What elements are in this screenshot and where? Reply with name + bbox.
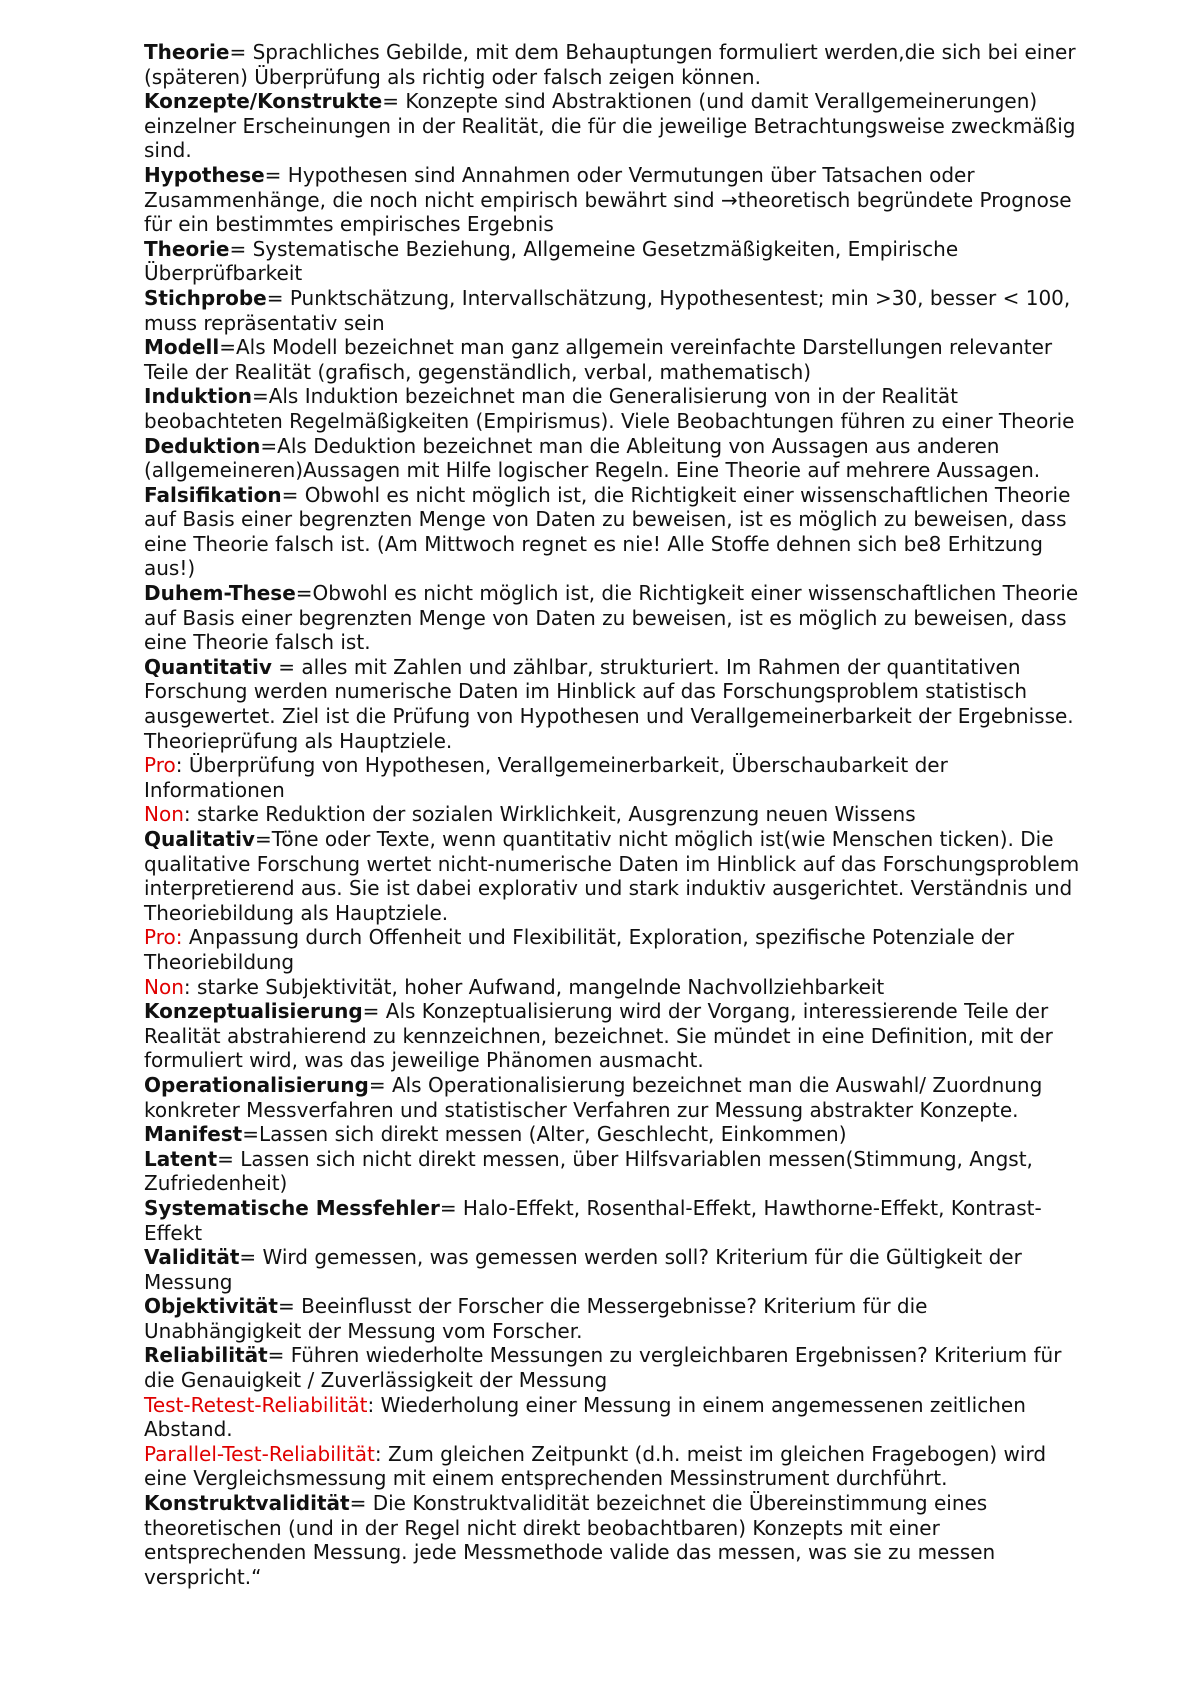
entry-systematische-messfehler [144, 1196, 1084, 1245]
term: Qualitativ [144, 827, 255, 851]
pro-label: Pro [144, 753, 176, 778]
term: Theorie [144, 236, 230, 261]
entry-quantitativ-non [144, 802, 1084, 827]
definition: = Beeinflusst der Forscher die Messergebnisse? Kriterium für die Unabhängigkeit der Messung vom Forscher. [144, 1294, 928, 1343]
term: Quantitativ [144, 654, 272, 679]
term: Theorie [144, 40, 230, 64]
entry-theorie [144, 40, 1084, 89]
definition: = Punktschätzung, Intervallschätzung, Hypothesentest; min >30, besser < 100, muss repräsentativ sein [144, 285, 1071, 335]
definition: =Als Induktion bezeichnet man die Generalisierung von in der Realität beobachteten Regelmäßigkeiten (Empirismus). Viele Beobachtungen führen zu einer Theorie [144, 384, 1075, 433]
entry-objektivitaet [144, 1294, 1084, 1343]
entry-modell [144, 335, 1084, 384]
term: Objektivität [144, 1294, 278, 1319]
term: Latent [144, 1146, 218, 1171]
entry-parallel-test-reliabilitaet [144, 1442, 1084, 1491]
definition: Anpassung durch Offenheit und Flexibilität, Exploration, spezifische Potenziale der Theoriebildung [144, 925, 1015, 974]
entry-konstruktvaliditaet [144, 1491, 1084, 1589]
definition: = Als Konzeptualisierung wird der Vorgang, interessierende Teile der Realität abstrahierend zu kennzeichnen, bezeichnet. Sie mündet in eine Definition, mit der formuliert wird, was das jeweilige Phänomen ausmacht. [144, 999, 1053, 1073]
term: Induktion [144, 384, 252, 409]
term: Modell [144, 335, 220, 360]
definition: =Obwohl es nicht möglich ist, die Richtigkeit einer wissenschaftlichen Theorie auf Basis einer begrenzten Menge von Daten zu beweisen, ist es möglich zu beweisen, dass eine Theorie falsch ist. [144, 581, 1079, 655]
definition: = Als Operationalisierung bezeichnet man die Auswahl/ Zuordnung konkreter Messverfahren und statistischer Verfahren zur Messung abstrakter Konzepte. [144, 1072, 1043, 1122]
definition: =Als Modell bezeichnet man ganz allgemein vereinfachte Darstellungen relevanter Teile der Realität (grafisch, gegenständlich, verbal, mathematisch) [144, 335, 1053, 384]
entry-konzeptualisierung [144, 999, 1084, 1073]
definition: =Als Deduktion bezeichnet man die Ableitung von Aussagen aus anderen (allgemeineren)Aussagen mit Hilfe logischer Regeln. Eine Theorie auf mehrere Aussagen. [144, 433, 1041, 483]
definition: = Die Konstruktvalidität bezeichnet die Übereinstimmung eines theoretischen (und in der Regel nicht direkt beobachtbaren) Konzepts mit einer entsprechenden Messung. jede Messmethode valide das messen, was sie zu messen verspricht.“ [144, 1491, 996, 1589]
entry-qualitativ-pro [144, 925, 1084, 974]
definition: = Obwohl es nicht möglich ist, die Richtigkeit einer wissenschaftlichen Theorie auf Basis einer begrenzten Menge von Daten zu beweisen, ist es möglich zu beweisen, dass eine Theorie falsch ist. (Am Mittwoch regnet es nie! Alle Stoffe dehnen sich be8 Erhitzung aus!) [144, 482, 1071, 581]
entry-duhem-these [144, 581, 1084, 655]
definition: = Halo-Effekt, Rosenthal-Effekt, Hawthorne-Effekt, Kontrast-Effekt [144, 1195, 1042, 1245]
subterm-label: Parallel-Test-Reliabilität [144, 1441, 375, 1466]
definition: = Hypothesen sind Annahmen oder Vermutungen über Tatsachen oder Zusammenhänge, die noch nicht empirisch bewährt sind →theoretisch begründete Prognose für ein bestimmtes empirisches Ergebnis [144, 162, 1072, 237]
definition: = Systematische Beziehung, Allgemeine Gesetzmäßigkeiten, Empirische Überprüfbarkeit [144, 236, 959, 286]
term: Deduktion [144, 433, 261, 458]
definition: : starke Subjektivität, hoher Aufwand, mangelnde Nachvollziehbarkeit [183, 974, 885, 999]
definition: = Lassen sich nicht direkt messen, über Hilfsvariablen messen(Stimmung, Angst, Zufriedenheit) [144, 1146, 1033, 1196]
entry-theorie-2 [144, 237, 1084, 286]
entry-test-retest-reliabilitaet [144, 1393, 1084, 1442]
definition: : Zum gleichen Zeitpunkt (d.h. meist im gleichen Fragebogen) wird eine Vergleichsmessung mit einem entsprechenden Messinstrument durchführt. [144, 1441, 1047, 1491]
entry-qualitativ [144, 827, 1084, 925]
non-label: Non [144, 974, 184, 999]
non-label: Non [144, 802, 184, 827]
definition: = Sprachliches Gebilde, mit dem Behauptungen formuliert werden,die sich bei einer (späteren) Überprüfung als richtig oder falsch zeigen können. [144, 40, 1076, 89]
term: Falsifikation [144, 482, 282, 507]
definition: = Führen wiederholte Messungen zu vergleichbaren Ergebnissen? Kriterium für die Genauigkeit / Zuverlässigkeit der Messung [144, 1343, 1062, 1393]
entry-reliabilitaet [144, 1343, 1084, 1392]
definition: : starke Reduktion der sozialen Wirklichkeit, Ausgrenzung neuen Wissens [183, 802, 916, 827]
entry-manifest [144, 1122, 1084, 1147]
pro-label: Pro: [144, 925, 183, 950]
definition: = alles mit Zahlen und zählbar, strukturiert. Im Rahmen der quantitativen Forschung werden numerische Daten im Hinblick auf das Forschungsproblem statistisch ausgewertet. Ziel ist die Prüfung von Hypothesen und Verallgemeinerbarkeit der Ergebnisse. Theorieprüfung als Hauptziele. [144, 654, 1074, 753]
term: Validität [144, 1245, 240, 1270]
term: Duhem-These [144, 581, 296, 606]
definition: = Konzepte sind Abstraktionen (und damit Verallgemeinerungen) einzelner Erscheinungen in der Realität, die für die jeweilige Betrachtungsweise zweckmäßig sind. [144, 89, 1076, 163]
entry-deduktion [144, 434, 1084, 483]
term: Konzepte/Konstrukte [144, 89, 383, 114]
definition: =Töne oder Texte, wenn quantitativ nicht möglich ist(wie Menschen ticken). Die qualitative Forschung wertet nicht-numerische Daten im Hinblick auf das Forschungsproblem interpretierend aus. Sie ist dabei explorativ und stark induktiv ausgerichtet. Verständnis und Theoriebildung als Hauptziele. [144, 827, 1080, 925]
entry-falsifikation [144, 483, 1084, 581]
term: Reliabilität [144, 1343, 268, 1368]
entry-induktion [144, 384, 1084, 433]
term: Operationalisierung [144, 1072, 369, 1097]
entry-qualitativ-non [144, 975, 1084, 1000]
entry-quantitativ-pro [144, 753, 1084, 802]
subterm-label: Test-Retest-Reliabilität [144, 1392, 368, 1417]
entry-hypothese [144, 163, 1084, 237]
term: Stichprobe [144, 285, 267, 310]
definition: : Wiederholung einer Messung in einem angemessenen zeitlichen Abstand. [144, 1392, 1026, 1442]
definition: = Wird gemessen, was gemessen werden soll? Kriterium für die Gültigkeit der Messung [144, 1245, 1022, 1294]
definition: =Lassen sich direkt messen (Alter, Geschlecht, Einkommen) [242, 1122, 847, 1147]
term: Hypothese [144, 162, 265, 187]
definition: : Überprüfung von Hypothesen, Verallgemeinerbarkeit, Überschaubarkeit der Informationen [144, 753, 948, 802]
entry-operationalisierung [144, 1073, 1084, 1122]
term: Konzeptualisierung [144, 999, 363, 1024]
entry-quantitativ [144, 655, 1084, 753]
document-page [144, 40, 1084, 1589]
term: Konstruktvalidität [144, 1491, 350, 1516]
entry-stichprobe [144, 286, 1084, 335]
entry-konzepte-konstrukte [144, 89, 1084, 163]
entry-validitaet [144, 1245, 1084, 1294]
term: Manifest [144, 1122, 243, 1147]
term: Systematische Messfehler [144, 1195, 440, 1220]
entry-latent [144, 1147, 1084, 1196]
